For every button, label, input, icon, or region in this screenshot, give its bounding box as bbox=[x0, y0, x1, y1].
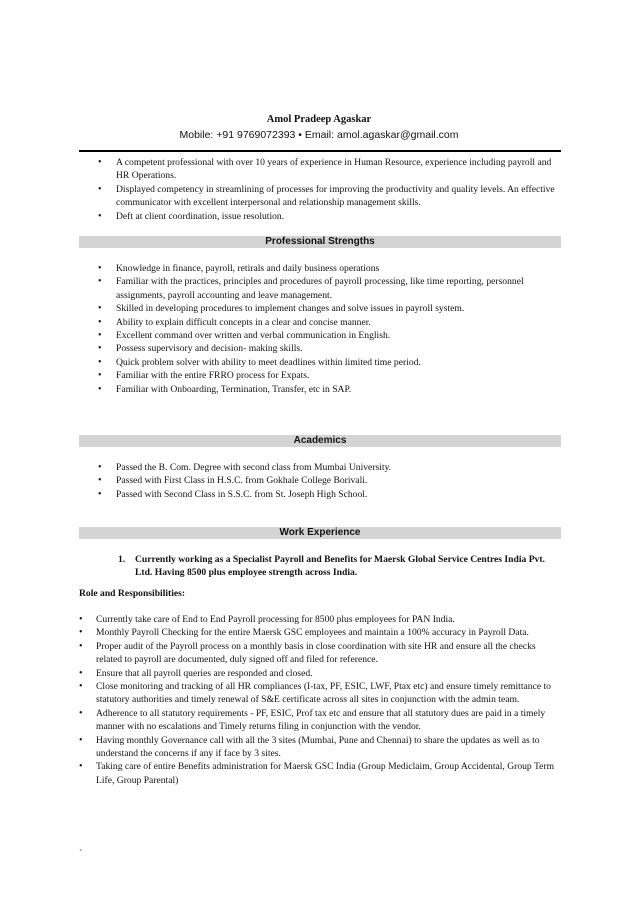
strength-item: • Excellent command over written and verbal communication in English. bbox=[96, 329, 561, 342]
strength-item: • Knowledge in finance, payroll, retirals and daily business operations bbox=[96, 262, 561, 275]
strength-item: • Ability to explain difficult concepts in a clear and concise manner. bbox=[96, 316, 561, 329]
job-number: 1. bbox=[118, 554, 126, 565]
section-header-experience: Work Experience bbox=[79, 527, 561, 539]
strength-item: • Skilled in developing procedures to implement changes and solve issues in payroll system. bbox=[96, 302, 561, 315]
academics-list bbox=[96, 461, 561, 501]
strengths-list bbox=[96, 262, 561, 396]
responsibility-item: • Close monitoring and tracking of all HR compliances (I-tax, PF, ESIC, LWF, Ptax etc) and ensure timely remittance to statutory authorities and timely renewal of S&E certificate across all sites in conjunction with the admin team. bbox=[79, 680, 561, 707]
responsibility-item: • Ensure that all payroll queries are responded and closed. bbox=[79, 667, 561, 680]
responsibility-item: • Currently take care of End to End Payroll processing for 8500 plus employees for PAN India. bbox=[79, 613, 561, 626]
header-divider bbox=[79, 150, 561, 152]
footer-mark: ` bbox=[79, 849, 83, 860]
summary-item: • Displayed competency in streamlining of processes for improving the productivity and quality levels. An effective communicator with excellent interpersonal and relationship management skills. bbox=[96, 183, 561, 210]
strength-item: • Familiar with the practices, principles and procedures of payroll processing, like time reporting, personnel assignments, payroll accounting and leave management. bbox=[96, 275, 561, 302]
academic-item: • Passed with Second Class in S.S.C. from St. Joseph High School. bbox=[96, 488, 561, 501]
academic-item: • Passed the B. Com. Degree with second class from Mumbai University. bbox=[96, 461, 561, 474]
job-title: Currently working as a Specialist Payroll and Benefits for Maersk Global Service Centres India Pvt. Ltd. Having 8500 plus employee strength across India. bbox=[135, 554, 545, 579]
summary-list bbox=[96, 156, 561, 223]
responsibility-item: • Having monthly Governance call with all the 3 sites (Mumbai, Pune and Chennai) to share the updates as well as to understand the concerns if any if face by 3 sites. bbox=[79, 734, 561, 761]
job-entry bbox=[118, 553, 558, 580]
strength-item: • Quick problem solver with ability to meet deadlines within limited time period. bbox=[96, 356, 561, 369]
strength-item: • Possess supervisory and decision- making skills. bbox=[96, 342, 561, 355]
strength-item: • Familiar with Onboarding, Termination, Transfer, etc in SAP. bbox=[96, 383, 561, 396]
responsibility-item: • Proper audit of the Payroll process on a monthly basis in close coordination with site HR and ensure all the checks related to payroll are documented, duly signed off and filed for reference. bbox=[79, 640, 561, 667]
summary-item: • Deft at client coordination, issue resolution. bbox=[96, 210, 561, 223]
strength-item: • Familiar with the entire FRRO process for Expats. bbox=[96, 369, 561, 382]
responsibilities-list bbox=[79, 613, 561, 787]
section-header-academics: Academics bbox=[79, 435, 561, 447]
role-heading: Role and Responsibilities: bbox=[79, 588, 186, 599]
section-header-strengths: Professional Strengths bbox=[79, 236, 561, 248]
academic-item: • Passed with First Class in H.S.C. from Gokhale College Borivali. bbox=[96, 474, 561, 487]
summary-item: • A competent professional with over 10 years of experience in Human Resource, experience including payroll and HR Operations. bbox=[96, 156, 561, 183]
responsibility-item: • Monthly Payroll Checking for the entire Maersk GSC employees and maintain a 100% accuracy in Payroll Data. bbox=[79, 626, 561, 639]
candidate-name: Amol Pradeep Agaskar bbox=[266, 114, 372, 125]
responsibility-item: • Adherence to all statutory requirements - PF, ESIC, Prof tax etc and ensure that all statutory dues are paid in a timely manner with no escalations and Timely returns filing in conjunction with the vendor. bbox=[79, 707, 561, 734]
contact-line: Mobile: +91 9769072393 • Email: amol.agaskar@gmail.com bbox=[179, 129, 459, 141]
responsibility-item: • Taking care of entire Benefits administration for Maersk GSC India (Group Mediclaim, Group Accidental, Group Term Life, Group Parental) bbox=[79, 760, 561, 787]
